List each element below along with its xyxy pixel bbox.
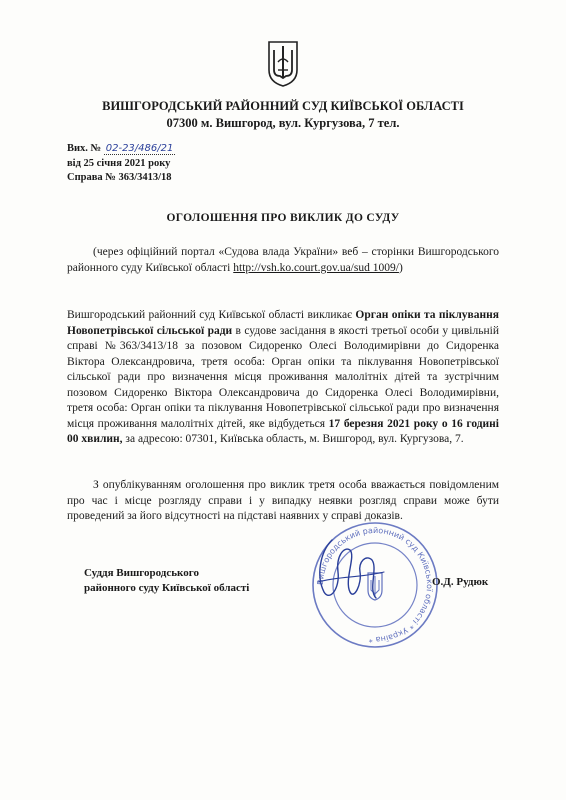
- summons-paragraph: [67, 308, 499, 448]
- judge-position-line2: районного суду Київської області: [84, 582, 250, 594]
- court-name: ВИШГОРОДСЬКИЙ РАЙОННИЙ СУД КИЇВСЬКОЇ ОБЛАСТІ: [102, 99, 464, 113]
- intro-paragraph: [67, 245, 499, 276]
- court-address: 07300 м. Вишгород, вул. Кургузова, 7 тел.: [166, 116, 400, 130]
- outgoing-number-line: [67, 143, 175, 154]
- summoned-party: Орган опіки та піклування Новопетрівської сільської ради: [67, 309, 499, 337]
- court-website-link[interactable]: http://vsh.ko.court.gov.ua/sud 1009/: [233, 261, 399, 274]
- hearing-datetime: 17 березня 2021 року о 16 годині 00 хвилин,: [67, 417, 500, 445]
- judge-name: О.Д. Рудюк: [432, 576, 489, 588]
- summons-part1: Вишгородський районний суд Київської області викликає: [67, 309, 356, 321]
- trident-emblem-icon: [266, 40, 300, 88]
- summons-part2: в судове засідання в якості третьої особи у цивільній справі №363/3413/18 за позовом Сидоренко Олесі Володимирівни до Сидоренка Віктора Олександровича, третя особа: Орган опіки та піклування Новопетрівської сільської ради про визначення місця проживання малолітніх дітей та зустрічним позовом Сидоренко Віктора Олександровича до Сидоренка Олесі Володимирівни, третя особа: Орган опіки та піклування Новопетрівської сільської ради про визначення місця проживання малолітніх дітей, яке відбудеться: [67, 324, 499, 430]
- intro-text: (через офіційний портал «Судова влада України» веб – сторінки Вишгородського районного суду Київської області: [67, 246, 499, 274]
- notice-paragraph: З опублікуванням оголошення про виклик третя особа вважається повідомленим про час і місце розгляду справи і у випадку неявки розгляд справи може бути проведений за його відсутності на підставі наявних у справі доказів.: [67, 479, 499, 522]
- case-number: Справа № 363/3413/18: [67, 172, 172, 183]
- judge-position-line1: Суддя Вишгородського: [84, 567, 199, 579]
- judge-position: [84, 566, 249, 596]
- seal-ring-text: Вишгородський районний суд Київської області * Україна *: [315, 525, 435, 645]
- handwritten-signature: [310, 532, 390, 608]
- intro-close: ): [398, 261, 403, 274]
- outgoing-number-handwritten: 02-23/486/21: [105, 143, 174, 154]
- document-date: від 25 січня 2021 року: [67, 158, 171, 169]
- outgoing-label: Вих. №: [67, 143, 102, 154]
- summons-part3: за адресою: 07301, Київська область, м. Вишгород, вул. Кургузова, 7.: [122, 433, 464, 445]
- document-title: ОГОЛОШЕННЯ ПРО ВИКЛИК ДО СУДУ: [166, 212, 400, 224]
